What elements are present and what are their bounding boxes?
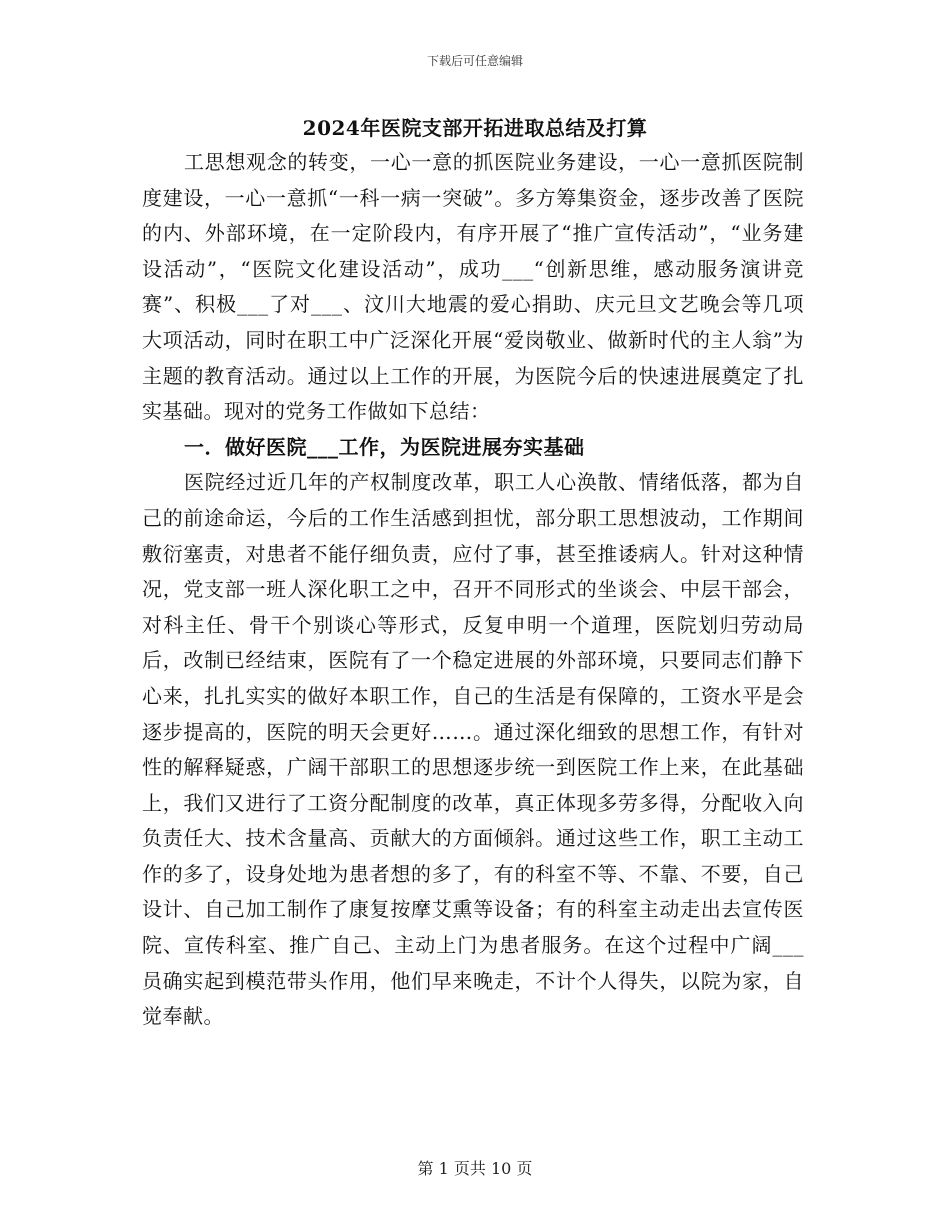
- page-footer: 第 1 页共 10 页: [417, 1159, 533, 1178]
- document-title: 2024年医院支部开拓进取总结及打算: [302, 116, 648, 140]
- section-heading: 一．做好医院___工作，为医院进展夯实基础: [184, 434, 585, 459]
- page-header: 下载后可任意编辑: [426, 54, 523, 68]
- document-body: [142, 145, 804, 1035]
- section-paragraph: 医院经过近几年的产权制度改革，职工人心涣散、情绪低落，都为自己的前途命运，今后的工作生活感到担忧，部分职工思想波动，工作期间敷衍塞责，对患者不能仔细负责，应付了事，甚至推诿病人。针对这种情况，党支部一班人深化职工之中，召开不同形式的坐谈会、中层干部会，对科主任、骨干个别谈心等形式，反复申明一个道理，医院划归劳动局后，改制已经结束，医院有了一个稳定进展的外部环境，只要同志们静下心来，扎扎实实的做好本职工作，自己的生活是有保障的，工资水平是会逐步提高的，医院的明天会更好……。通过深化细致的思想工作，有针对性的解释疑惑，广阔干部职工的思想逐步统一到医院工作上来，在此基础上，我们又进行了工资分配制度的改革，真正体现多劳多得，分配收入向负责任大、技术含量高、贡献大的方面倾斜。通过这些工作，职工主动工作的多了，设身处地为患者想的多了，有的科室不等、不靠、不要，自己设计、自己加工制作了康复按摩艾熏等设备；有的科室主动走出去宣传医院、宣传科室、推广自己、主动上门为患者服务。在这个过程中广阔___员确实起到模范带头作用，他们早来晚走，不计个人得失，以院为家，自觉奉献。: [142, 470, 804, 1029]
- intro-paragraph: 工思想观念的转变，一心一意的抓医院业务建设，一心一意抓医院制度建设，一心一意抓“一科一病一突破”。多方筹集资金，逐步改善了医院的内、外部环境，在一定阶段内，有序开展了“推广宣传活动”，“业务建设活动”，“医院文化建设活动”，成功___“创新思维，感动服务演讲竞赛”、积极___了对___、汶川大地震的爱心捐助、庆元旦文艺晚会等几项大项活动，同时在职工中广泛深化开展“爱岗敬业、做新时代的主人翁”为主题的教育活动。通过以上工作的开展，为医院今后的快速进展奠定了扎实基础。现对的党务工作做如下总结：: [142, 150, 804, 424]
